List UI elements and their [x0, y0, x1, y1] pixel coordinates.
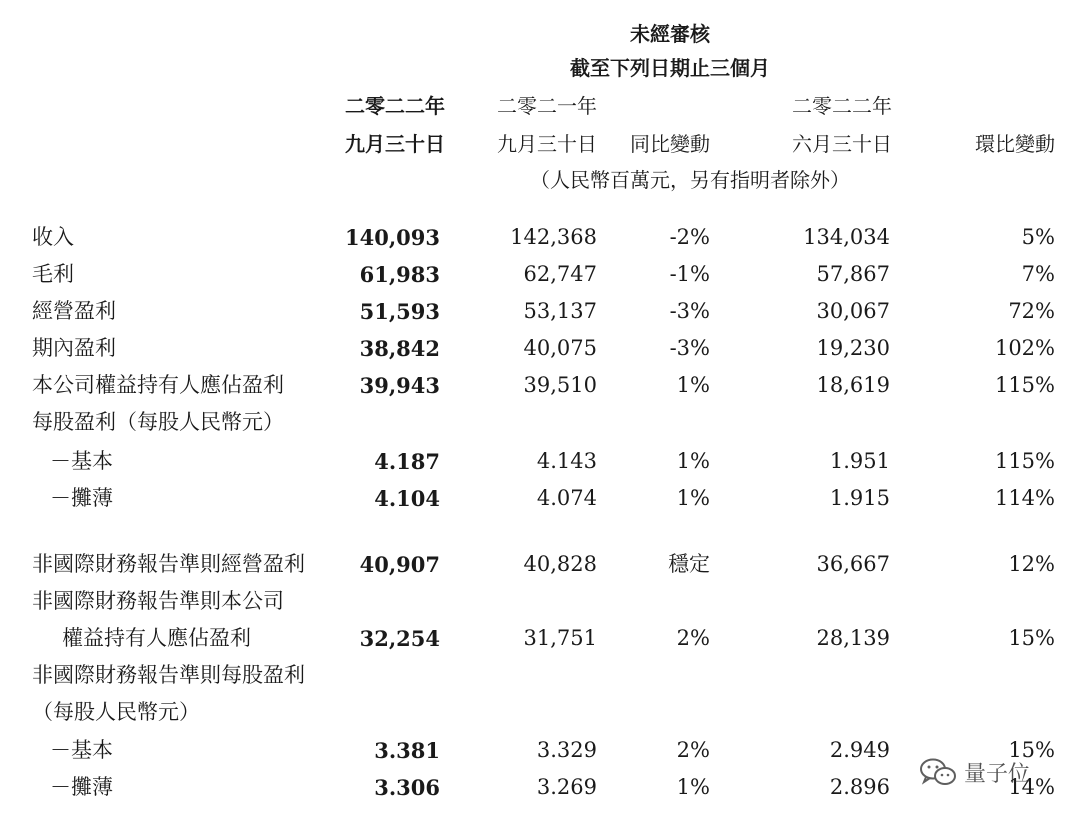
table-cell: 140,093 [345, 225, 440, 250]
table-cell: 57,867 [816, 262, 890, 286]
col5-header: 環比變動 [975, 132, 1055, 156]
col4-date: 六月三十日 [792, 132, 892, 156]
table-cell: 28,139 [816, 626, 890, 650]
table-cell: -2% [669, 225, 710, 249]
row-label-nonifrs-eps: 非國際財務報告準則每股盈利 [32, 663, 305, 687]
table-cell: -1% [669, 262, 710, 286]
table-cell: 102% [994, 336, 1055, 360]
table-cell: 72% [1008, 299, 1055, 323]
table-cell: 5% [1021, 225, 1055, 249]
table-cell: 38,842 [359, 336, 440, 361]
row-label-nonifrs-operating: 非國際財務報告準則經營盈利 [32, 552, 305, 576]
table-cell: 31,751 [523, 626, 597, 650]
table-cell: 4.143 [536, 449, 597, 473]
table-cell: 115% [994, 373, 1055, 397]
table-cell: 39,943 [359, 373, 440, 398]
table-cell: 134,034 [803, 225, 890, 249]
table-cell: 12% [1008, 552, 1055, 576]
table-cell: 1.951 [829, 449, 890, 473]
table-cell: 1% [676, 486, 710, 510]
watermark-text: 量子位 [964, 761, 1031, 787]
table-cell: 62,747 [523, 262, 597, 286]
table-cell: 32,254 [359, 626, 440, 651]
row-label-operating-profit: 經營盈利 [32, 299, 116, 323]
col2-year: 二零二一年 [497, 94, 597, 118]
table-cell: 19,230 [816, 336, 890, 360]
table-cell: 2.896 [829, 775, 890, 799]
table-cell: 2% [676, 738, 710, 762]
row-label-period-profit: 期內盈利 [32, 336, 116, 360]
row-label-revenue: 收入 [32, 225, 74, 249]
row-label-eps: 每股盈利（每股人民幣元） [32, 410, 284, 434]
unit-note: （人民幣百萬元，另有指明者除外） [530, 168, 850, 192]
table-cell: 142,368 [510, 225, 597, 249]
table-cell: 4.104 [374, 486, 440, 511]
table-cell: 14% [1008, 775, 1055, 799]
row-label-nonifrs-attributable: 權益持有人應佔盈利 [62, 626, 251, 650]
table-cell: 3.329 [536, 738, 597, 762]
table-cell: 51,593 [359, 299, 440, 324]
table-cell: 3.269 [536, 775, 597, 799]
table-cell: 40,828 [523, 552, 597, 576]
col4-year: 二零二二年 [792, 94, 892, 118]
table-cell: 2.949 [829, 738, 890, 762]
table-cell: 1% [676, 449, 710, 473]
col1-date: 九月三十日 [345, 132, 445, 156]
header-unaudited: 未經審核 [630, 22, 710, 46]
table-cell: 115% [994, 449, 1055, 473]
table-cell: 1% [676, 373, 710, 397]
col2-date: 九月三十日 [497, 132, 597, 156]
col1-year: 二零二二年 [345, 94, 445, 118]
row-label-attributable-profit: 本公司權益持有人應佔盈利 [32, 373, 284, 397]
table-cell: 114% [994, 486, 1055, 510]
table-cell: 61,983 [359, 262, 440, 287]
table-cell: 4.187 [374, 449, 440, 474]
table-cell: 3.381 [374, 738, 440, 763]
watermark [918, 752, 1030, 792]
table-cell: 穩定 [668, 552, 710, 576]
table-cell: -3% [669, 299, 710, 323]
row-label-nonifrs-eps-diluted: －攤薄 [50, 775, 113, 799]
table-cell: 4.074 [536, 486, 597, 510]
row-label-nonifrs-company: 非國際財務報告準則本公司 [32, 589, 284, 613]
table-cell: -3% [669, 336, 710, 360]
table-cell: 40,075 [523, 336, 597, 360]
row-label-eps-basic: －基本 [50, 449, 113, 473]
table-cell: 40,907 [359, 552, 440, 577]
table-cell: 36,667 [816, 552, 890, 576]
table-cell: 1% [676, 775, 710, 799]
wechat-icon [918, 757, 958, 787]
header-period: 截至下列日期止三個月 [570, 56, 770, 80]
row-label-nonifrs-eps-basic: －基本 [50, 738, 113, 762]
table-cell: 15% [1008, 626, 1055, 650]
table-cell: 39,510 [523, 373, 597, 397]
table-cell: 3.306 [374, 775, 440, 800]
table-cell: 18,619 [816, 373, 890, 397]
table-cell: 2% [676, 626, 710, 650]
table-cell: 30,067 [816, 299, 890, 323]
row-label-nonifrs-eps-unit: （每股人民幣元） [32, 700, 200, 724]
table-cell: 7% [1021, 262, 1055, 286]
row-label-eps-diluted: －攤薄 [50, 486, 113, 510]
table-cell: 53,137 [523, 299, 597, 323]
table-cell: 15% [1008, 738, 1055, 762]
row-label-gross-profit: 毛利 [32, 262, 74, 286]
table-cell: 1.915 [829, 486, 890, 510]
col3-header: 同比變動 [630, 132, 710, 156]
